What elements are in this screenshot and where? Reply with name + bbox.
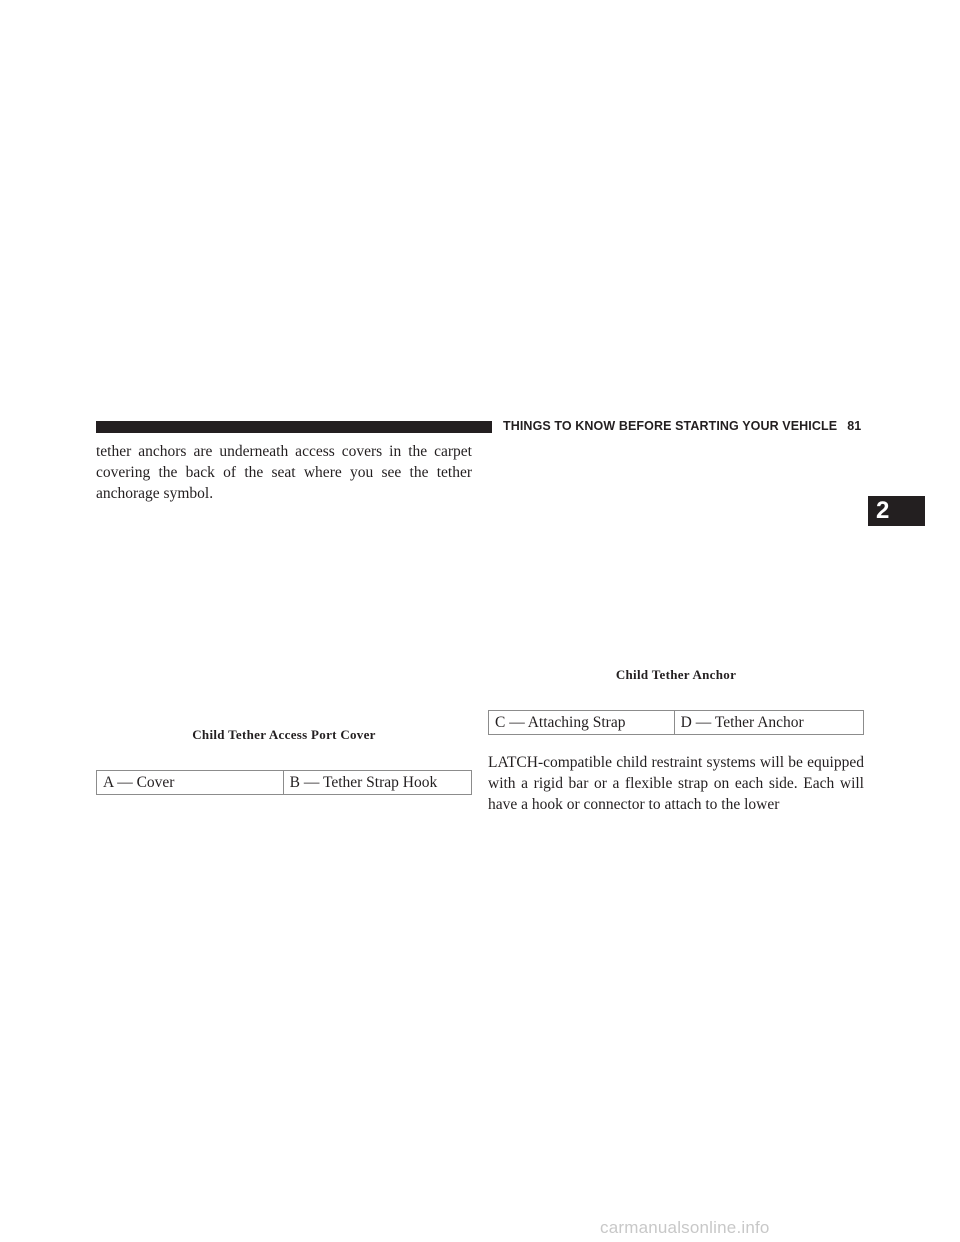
figure-caption-right: Child Tether Anchor: [615, 667, 737, 682]
chapter-tab: 2: [868, 496, 925, 526]
header-rule: [96, 421, 492, 433]
figure-caption-left: Child Tether Access Port Cover: [192, 727, 376, 742]
legend-table-left: [96, 770, 472, 795]
running-header: [503, 419, 861, 433]
legend-row: [97, 771, 472, 795]
body-paragraph-left: tether anchors are underneath access covers in the carpet covering the back of the seat where you see the tether anchorage symbol.: [96, 443, 472, 502]
figure-access-port-cover: [96, 510, 472, 720]
legend-item-a: A — Cover: [97, 771, 284, 795]
legend-table-right: [488, 710, 864, 735]
legend-item-d: D — Tether Anchor: [674, 711, 863, 735]
page-number: 81: [847, 419, 862, 433]
legend-item-b: B — Tether Strap Hook: [283, 771, 471, 795]
body-paragraph-right: LATCH-compatible child restraint systems will be equipped with a rigid bar or a flexible strap on each side. Each will have a hook or connector to attach to the lower: [488, 754, 864, 813]
legend-row: [489, 711, 864, 735]
figure-tether-anchor: [488, 445, 864, 660]
section-title: THINGS TO KNOW BEFORE STARTING YOUR VEHICLE: [503, 419, 838, 433]
legend-item-c: C — Attaching Strap: [489, 711, 675, 735]
watermark: carmanualsonline.info: [600, 1218, 770, 1237]
